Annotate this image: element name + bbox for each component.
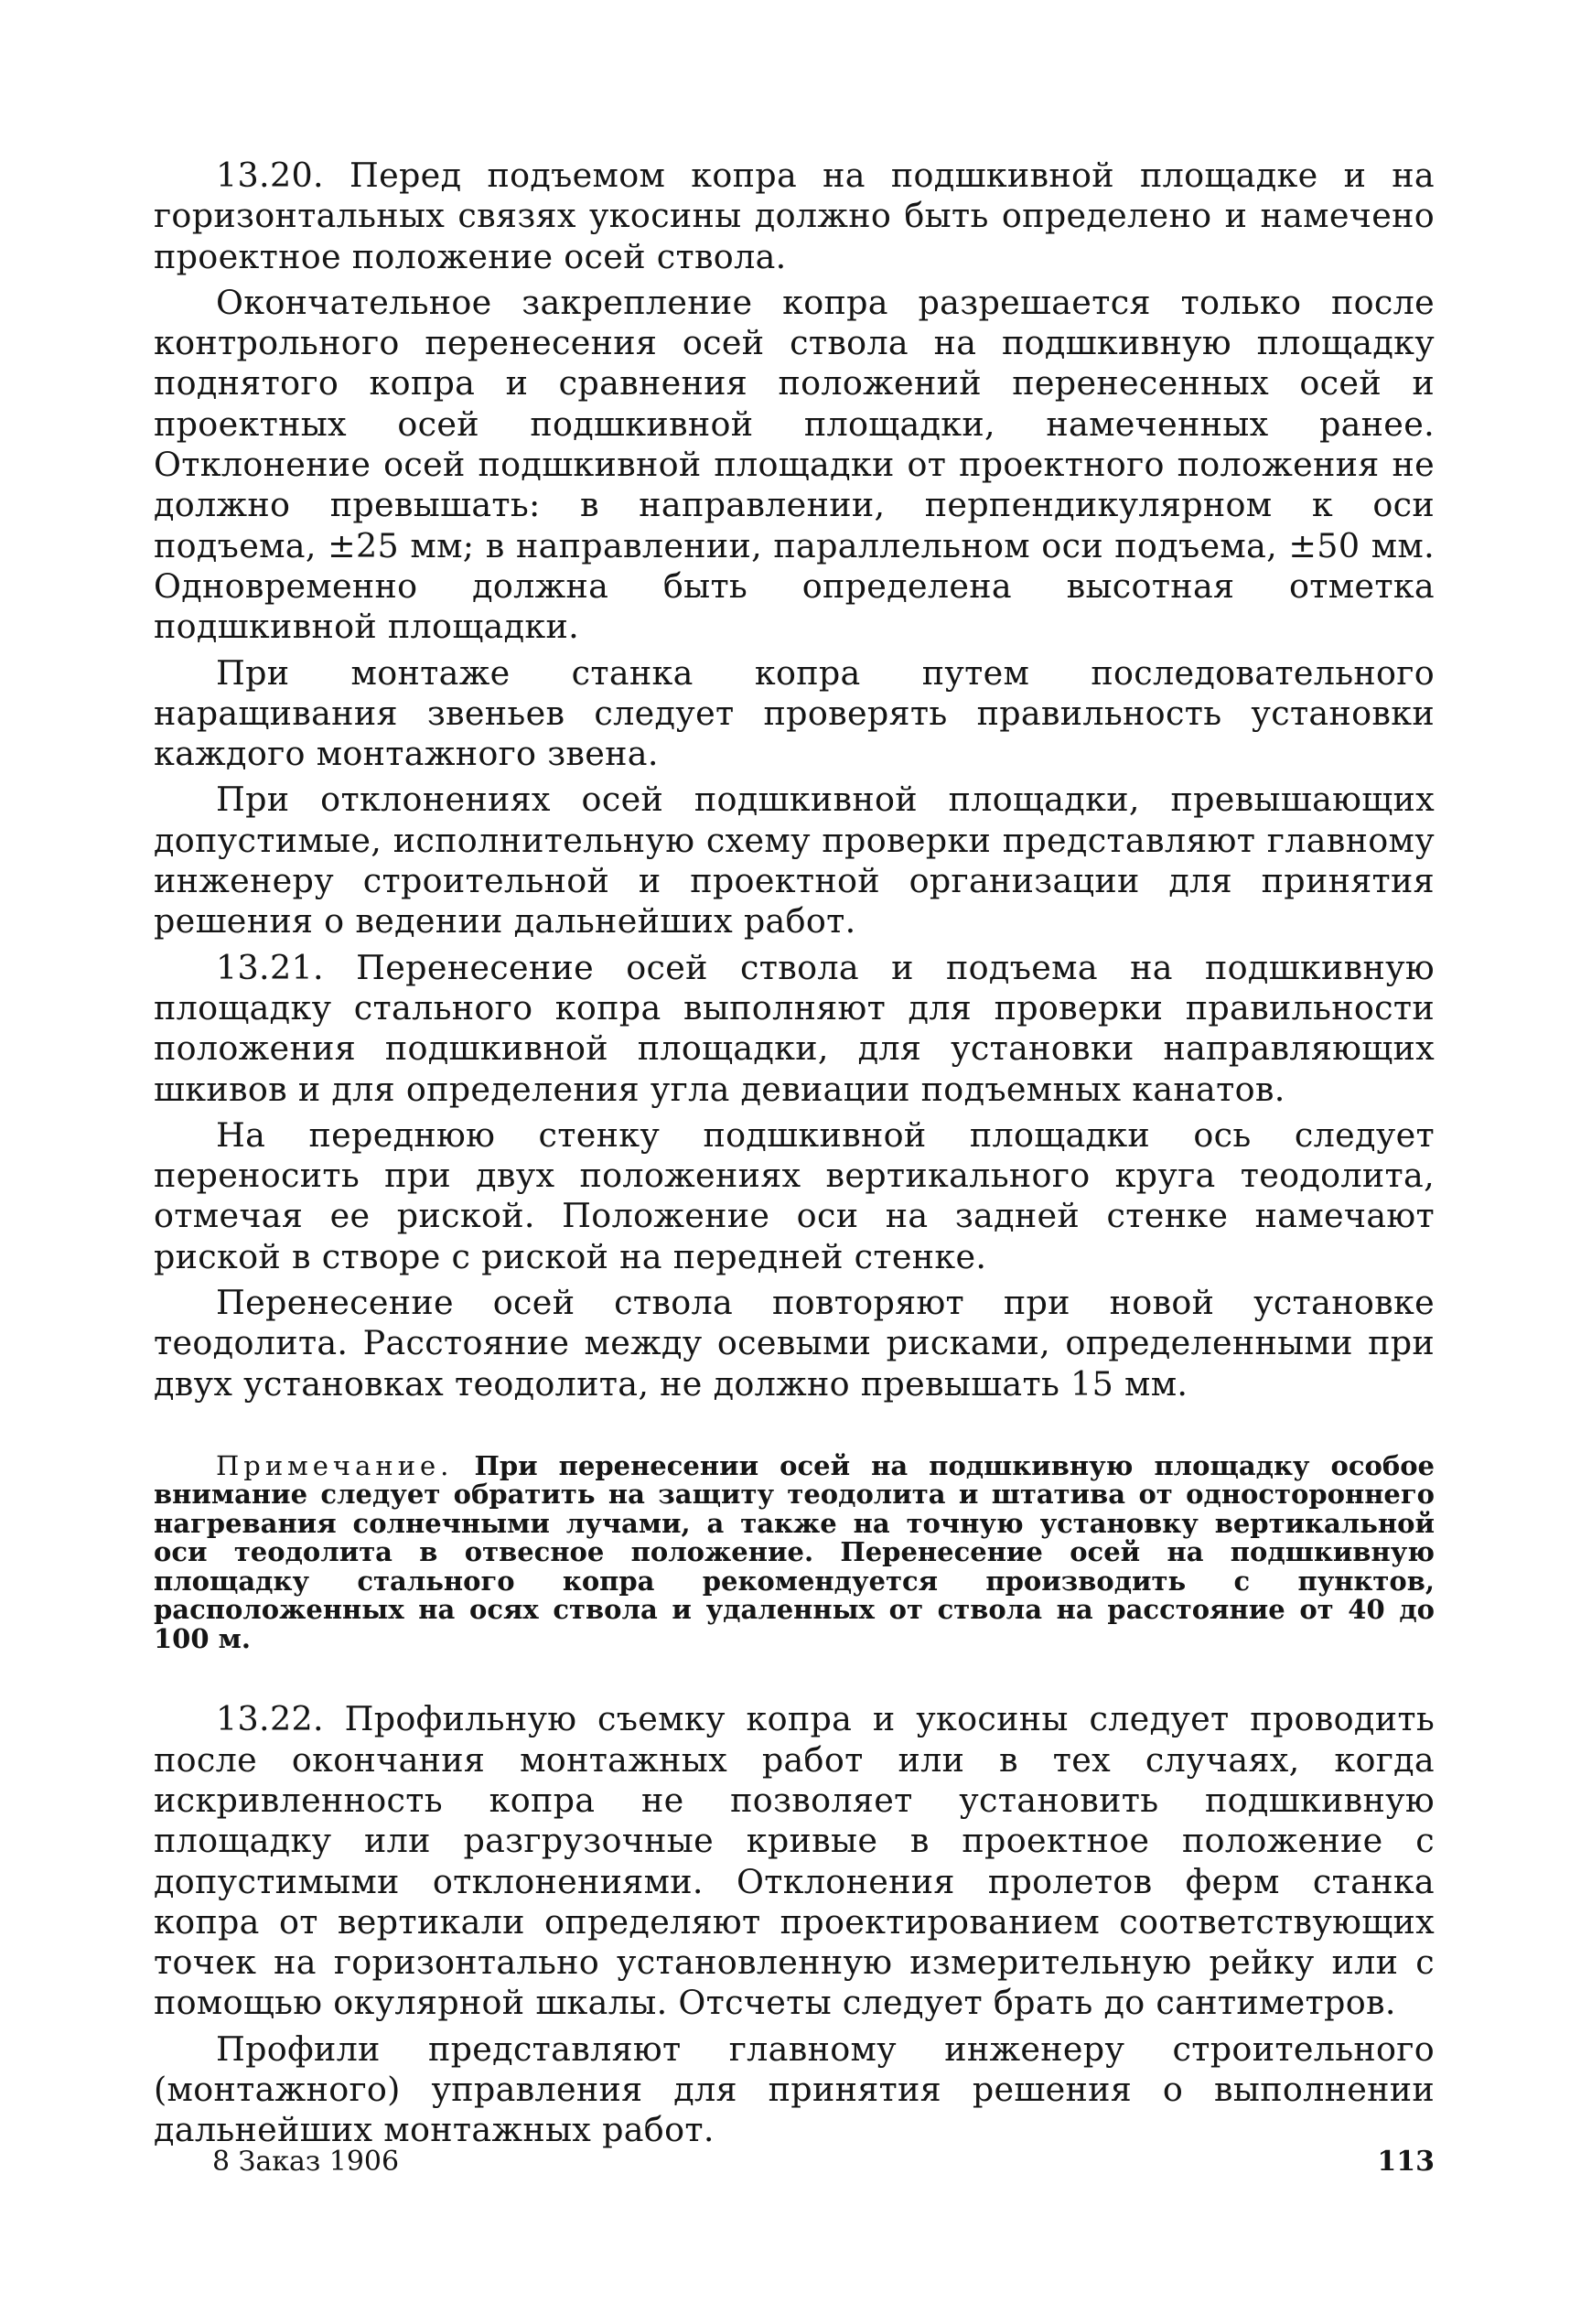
paragraph: При отклонениях осей подшкивной площадки, превышающих допустимые, исполнительную схему проверки представляют главному инженеру строительной и проектной организации для принятия решения о ведении дальнейших работ.	[154, 780, 1435, 941]
paragraph: Профили представляют главному инженеру строительного (монтажного) управления для принятия решения о выполнении дальнейших монтажных работ.	[154, 2028, 1435, 2150]
paragraph-13-21: 13.21. Перенесение осей ствола и подъема на подшкивную площадку стального копра выполняют для проверки правильности положения подшкивной площадки, для установки направляющих шкивов и для определения угла девиации подъемных канатов.	[154, 947, 1435, 1109]
paragraph: При монтаже станка копра путем последовательного наращивания звеньев следует проверять правильность установки каждого монтажного звена.	[154, 652, 1435, 774]
note-block	[154, 1449, 1435, 1654]
paragraph: Перенесение осей ствола повторяют при новой установке теодолита. Расстояние между осевыми рисками, определенными при двух установках теодолита, не должно превышать 15 мм.	[154, 1283, 1435, 1404]
paragraph: На переднюю стенку подшкивной площадки ось следует переносить при двух положениях вертикального круга теодолита, отмечая ее риской. Положение оси на задней стенке намечают риской в створе с риской на передней стенке.	[154, 1114, 1435, 1276]
paragraph-13-22: 13.22. Профильную съемку копра и укосины следует проводить после окончания монтажных работ или в тех случаях, когда искривленность копра не позволяет установить подшкивную площадку или разгрузочные кривые в проектное положение с допустимыми отклонениями. Отклонения пролетов ферм станка копра от вертикали определяют проектированием соответствующих точек на горизонтально установленную измерительную рейку или с помощью окулярной шкалы. Отсчеты следует брать до сантиметров.	[154, 1699, 1435, 2023]
paragraph: Окончательное закрепление копра разрешается только после контрольного перенесения осей ствола на подшкивную площадку поднятого копра и сравнения положений перенесенных осей и проектных осей подшкивной площадки, намеченных ранее. Отклонение осей подшкивной площадки от проектного положения не должно превышать: в направлении, перпендикулярном к оси подъема, ±25 мм; в направлении, параллельном оси подъема, ±50 мм. Одновременно должна быть определена высотная отметка подшкивной площадки.	[154, 282, 1435, 647]
paragraph-13-20: 13.20. Перед подъемом копра на подшкивной площадке и на горизонтальных связях укосины должно быть определено и намечено проектное положение осей ствола.	[154, 156, 1435, 276]
note-lead: Примечание.	[216, 1449, 454, 1481]
note-text: При перенесении осей на подшкивную площадку особое внимание следует обратить на защиту теодолита и штатива от одностороннего нагревания солнечными лучами, а также на точную установку вертикальной оси теодолита в отвесное положение. Перенесение осей на подшкивную площадку стального копра рекомендуется производить с пунктов, расположенных на осях ствола и удаленных от ствола на расстояние от 40 до 100 м.	[154, 1449, 1435, 1654]
print-signature: 8 Заказ 1906	[212, 2146, 400, 2178]
page-body	[154, 156, 1435, 2157]
main-text-bottom	[154, 1699, 1435, 2150]
page-number: 113	[1377, 2146, 1435, 2178]
main-text-top	[154, 156, 1435, 1404]
